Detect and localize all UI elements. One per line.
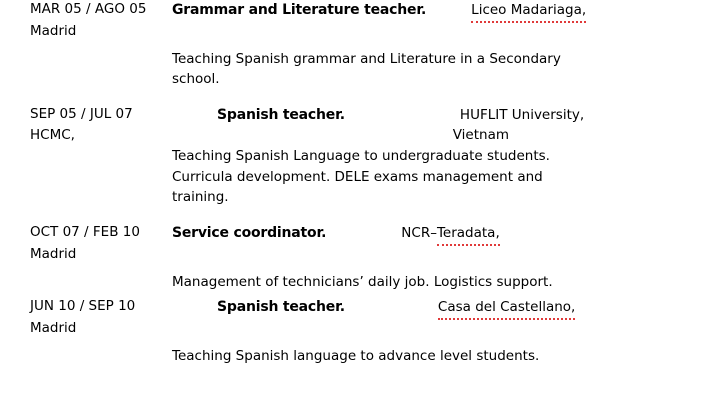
date-col-spacer	[0, 49, 172, 69]
entry-title-block	[172, 0, 709, 23]
employer-name: Liceo Madariaga,	[471, 1, 586, 23]
entry-description-row	[0, 346, 709, 366]
spacer	[0, 89, 709, 105]
employer-second-line-block	[172, 126, 709, 146]
experience-entry	[0, 0, 709, 89]
date-col-spacer	[0, 146, 172, 166]
entry-header-row	[0, 297, 709, 320]
experience-entry	[0, 223, 709, 292]
entry-description-block	[172, 146, 709, 207]
entry-description: Management of technicians’ daily job. Logistics support.	[172, 274, 553, 291]
entry-title-block	[172, 223, 709, 246]
employer-name: Teradata,	[437, 224, 500, 246]
entry-header-row	[0, 223, 709, 246]
entry-header-row	[0, 0, 709, 23]
experience-entry	[0, 297, 709, 366]
entry-dates: OCT 07 / FEB 10	[30, 224, 140, 241]
job-title: Spanish teacher.	[217, 107, 345, 124]
entry-dates: MAR 05 / AGO 05	[30, 1, 147, 17]
entry-city: Madrid	[30, 246, 77, 263]
spacer	[0, 262, 709, 272]
date-col-spacer	[0, 346, 172, 366]
entry-city: Madrid	[30, 320, 77, 337]
entry-description-block	[172, 49, 709, 90]
employer-name: HUFLIT University,	[459, 107, 585, 124]
entry-description-block	[172, 346, 709, 366]
spacer	[0, 207, 709, 223]
entry-city: HCMC,	[30, 127, 75, 144]
title-line	[172, 297, 609, 320]
job-title: Grammar and Literature teacher.	[172, 2, 427, 18]
employer-name-prefix: NCR–	[401, 225, 437, 242]
employer-location: Vietnam	[452, 127, 509, 144]
spacer	[0, 39, 709, 49]
entry-subline-row	[0, 126, 709, 146]
entry-title-block	[172, 105, 709, 126]
employer-name: Casa del Castellano,	[438, 298, 575, 320]
entry-title-block	[172, 297, 709, 320]
title-line	[172, 0, 609, 23]
job-title: Spanish teacher.	[217, 299, 345, 316]
entry-description: Teaching Spanish grammar and Literature in a Secondary school.	[172, 50, 561, 88]
entry-description-block	[172, 272, 709, 292]
entry-header-row	[0, 105, 709, 126]
title-line	[172, 223, 609, 246]
experience-entry	[0, 105, 709, 207]
title-line	[172, 105, 609, 126]
entry-dates: SEP 05 / JUL 07	[30, 106, 133, 123]
entry-description-row	[0, 146, 709, 207]
entry-city: Madrid	[30, 22, 77, 39]
spacer	[0, 336, 709, 346]
date-col-spacer	[0, 272, 172, 292]
entry-description: Teaching Spanish Language to undergraduate students. Curricula development. DELE exams management and training.	[172, 148, 550, 205]
job-title: Service coordinator.	[172, 225, 327, 242]
entry-description-row	[0, 272, 709, 292]
entry-dates: JUN 10 / SEP 10	[30, 298, 136, 315]
entry-description-row	[0, 49, 709, 90]
entry-description: Teaching Spanish language to advance level students.	[172, 348, 540, 365]
